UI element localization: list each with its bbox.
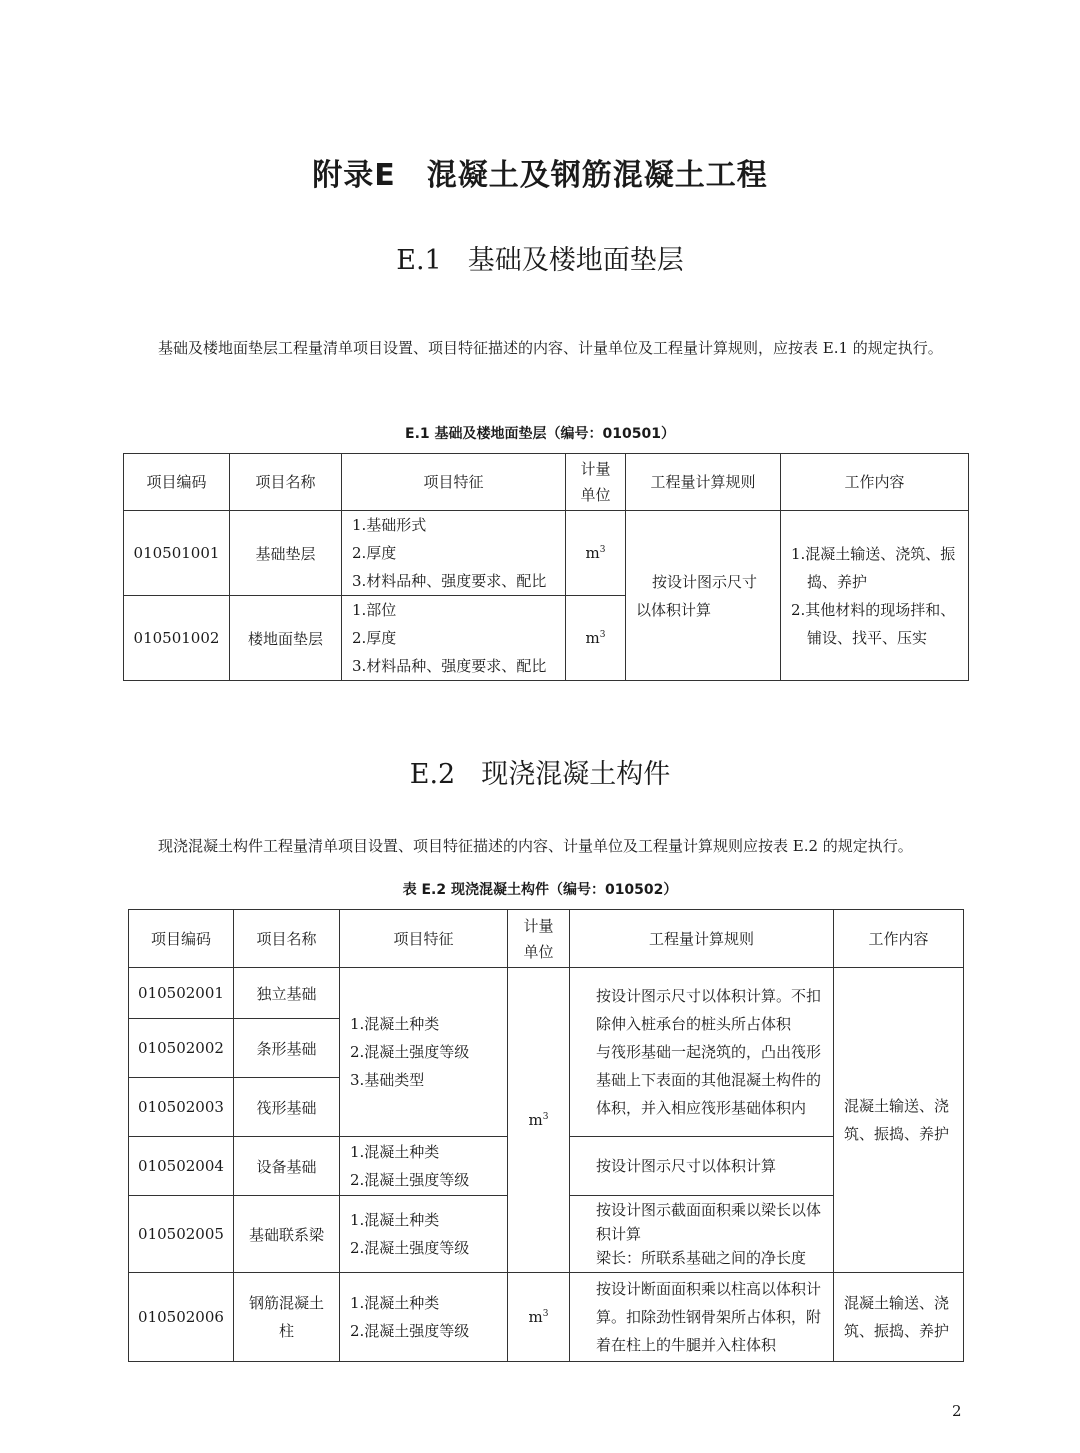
item-name: 钢筋混凝土柱: [234, 1273, 340, 1362]
item-work: 混凝土输送、浇筑、振捣、养护: [834, 968, 964, 1273]
header-unit: 计量 单位: [566, 454, 626, 511]
item-name: 筏形基础: [234, 1078, 340, 1137]
item-rule: 按设计图示尺寸以体积计算。不扣除伸入桩承台的桩头所占体积 与筏形基础一起浇筑的，凸出筏形基础上下表面的其他混凝土构件的体积，并入相应筏形基础体积内: [570, 968, 834, 1137]
section-e1-title: [0, 238, 1080, 277]
item-unit: $m^3$: [566, 596, 626, 681]
table-e1-caption: E.1 基础及楼地面垫层（编号：010501）: [405, 426, 675, 442]
section-e1-number: E.1: [396, 245, 442, 276]
table-row: [129, 1273, 964, 1362]
item-unit: $m^3$: [508, 968, 570, 1273]
header-features: 项目特征: [340, 910, 508, 968]
item-unit: $m^3$: [566, 511, 626, 596]
item-work: 1.混凝土输送、浇筑、振捣、养护 2.其他材料的现场拌和、铺设、找平、压实: [781, 511, 969, 681]
header-name: 项目名称: [234, 910, 340, 968]
item-name: 条形基础: [234, 1019, 340, 1078]
item-work: 混凝土输送、浇筑、振捣、养护: [834, 1273, 964, 1362]
item-unit: $m^3$: [508, 1273, 570, 1362]
item-code: 010502003: [129, 1078, 234, 1137]
table-e1: [123, 453, 969, 681]
item-features: 1.混凝土种类 2.混凝土强度等级 3.基础类型: [340, 968, 508, 1137]
page-title: 附录E 混凝土及钢筋混凝土工程: [312, 158, 768, 193]
item-code: 010501001: [124, 511, 230, 596]
item-code: 010502005: [129, 1196, 234, 1273]
item-code: 010502004: [129, 1137, 234, 1196]
table-e2: [128, 909, 964, 1362]
section-e2-number: E.2: [409, 759, 456, 790]
item-name: 基础垫层: [230, 511, 342, 596]
item-code: 010502001: [129, 968, 234, 1019]
item-features: 1.部位 2.厚度 3.材料品种、强度要求、配比: [342, 596, 566, 681]
item-code: 010502002: [129, 1019, 234, 1078]
header-work: 工作内容: [834, 910, 964, 968]
section-e2-paragraph: 现浇混凝土构件工程量清单项目设置、项目特征描述的内容、计量单位及工程量计算规则应按表 E.2 的规定执行。: [158, 837, 913, 855]
section-e1-name: 基础及楼地面垫层: [467, 245, 684, 276]
item-name: 独立基础: [234, 968, 340, 1019]
item-name: 基础联系梁: [234, 1196, 340, 1273]
section-e2-name: 现浇混凝土构件: [481, 759, 671, 790]
item-rule: 按设计图示截面面积乘以梁长以体积计算 梁长：所联系基础之间的净长度: [570, 1196, 834, 1273]
page-number: 2: [952, 1402, 962, 1420]
table-row: [124, 511, 969, 596]
item-rule: 按设计图示尺寸以体积计算: [570, 1137, 834, 1196]
table-row: [129, 968, 964, 1019]
item-features: 1.混凝土种类 2.混凝土强度等级: [340, 1137, 508, 1196]
item-name: 楼地面垫层: [230, 596, 342, 681]
header-name: 项目名称: [230, 454, 342, 511]
table-e2-caption: 表 E.2 现浇混凝土构件（编号：010502）: [402, 882, 678, 898]
section-e2-title: [0, 752, 1080, 791]
item-rule: 按设计断面面积乘以柱高以体积计算。扣除劲性钢骨架所占体积，附着在柱上的牛腿并入柱体积: [570, 1273, 834, 1362]
header-rule: 工程量计算规则: [626, 454, 781, 511]
item-code: 010502006: [129, 1273, 234, 1362]
section-e1-paragraph: 基础及楼地面垫层工程量清单项目设置、项目特征描述的内容、计量单位及工程量计算规则，应按表 E.1 的规定执行。: [158, 339, 943, 357]
item-rule: 按设计图示尺寸 以体积计算: [626, 511, 781, 681]
header-unit: 计量 单位: [508, 910, 570, 968]
item-name: 设备基础: [234, 1137, 340, 1196]
item-features: 1.混凝土种类 2.混凝土强度等级: [340, 1196, 508, 1273]
header-features: 项目特征: [342, 454, 566, 511]
header-code: 项目编码: [124, 454, 230, 511]
item-code: 010501002: [124, 596, 230, 681]
item-features: 1.基础形式 2.厚度 3.材料品种、强度要求、配比: [342, 511, 566, 596]
header-work: 工作内容: [781, 454, 969, 511]
item-features: 1.混凝土种类 2.混凝土强度等级: [340, 1273, 508, 1362]
header-code: 项目编码: [129, 910, 234, 968]
header-rule: 工程量计算规则: [570, 910, 834, 968]
